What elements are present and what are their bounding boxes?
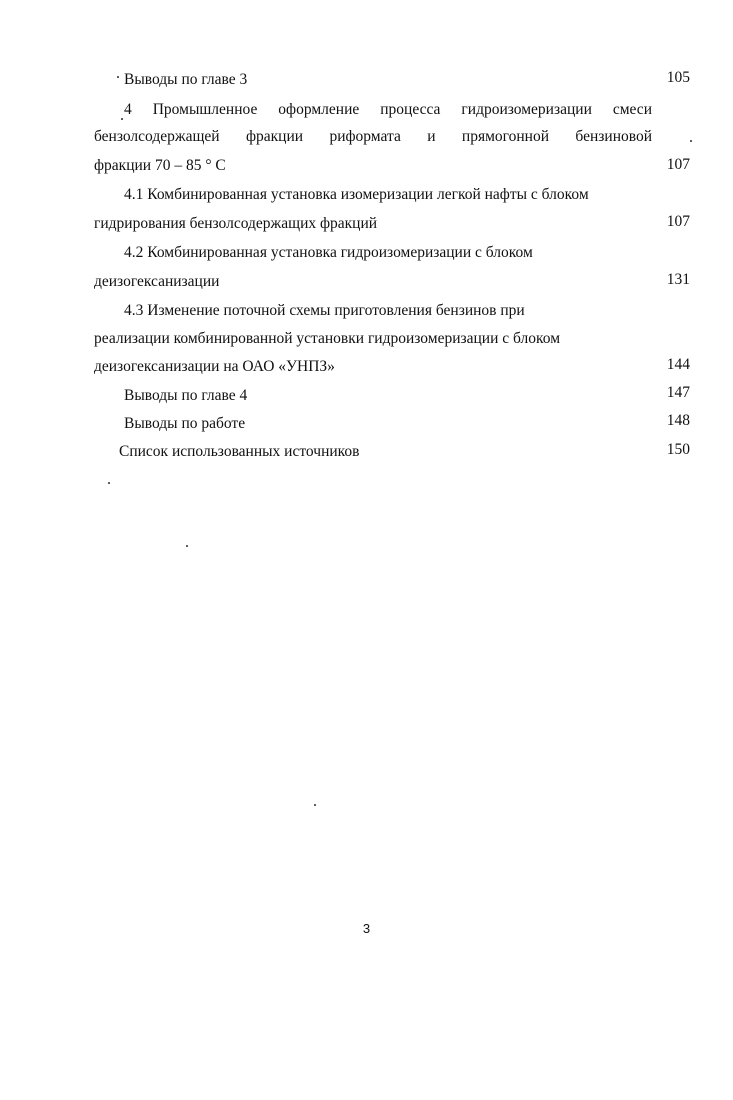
toc-entry-title-line: реализации комбинированной установки гидроизомеризации с блоком <box>94 330 561 347</box>
page-number: 3 <box>362 921 371 936</box>
toc-entry-page: 107 <box>666 156 690 173</box>
toc-entry-title: Выводы по работе <box>124 415 246 432</box>
scan-speck <box>117 76 119 78</box>
scan-speck <box>121 118 123 120</box>
toc-entry-title-line: деизогексанизации на ОАО «УНПЗ» <box>94 358 335 375</box>
scan-speck <box>108 482 110 484</box>
toc-entry-title-line: фракции 70 – 85 ° С <box>94 157 226 174</box>
toc-entry-title-line: 4.1 Комбинированная установка изомеризации легкой нафты с блоком <box>124 186 589 203</box>
toc-entry-page: 144 <box>666 356 690 373</box>
toc-entry-page: 131 <box>666 271 690 288</box>
toc-entry-title: Выводы по главе 4 <box>124 387 248 404</box>
toc-entry-title: Список использованных источников <box>119 443 360 460</box>
scan-speck <box>314 804 316 806</box>
toc-entry-page: 150 <box>666 441 690 458</box>
toc-entry-page: 147 <box>666 384 690 401</box>
toc-entry-title-line: гидрирования бензолсодержащих фракций <box>94 215 378 232</box>
toc-entry-title-line: бензолсодержащей фракции риформата и прямогонной бензиновой <box>94 128 652 145</box>
scan-speck <box>186 545 188 547</box>
toc-entry-page: 107 <box>666 213 690 230</box>
scan-speck <box>690 140 692 142</box>
toc-entry-title: Выводы по главе 3 <box>124 71 248 88</box>
toc-entry-page: 148 <box>666 412 690 429</box>
toc-entry-page: 105 <box>666 69 690 86</box>
toc-entry-title-line: 4 Промышленное оформление процесса гидроизомеризации смеси <box>124 101 652 118</box>
toc-entry-title-line: 4.3 Изменение поточной схемы приготовления бензинов при <box>124 302 525 319</box>
toc-entry-title-line: 4.2 Комбинированная установка гидроизомеризации с блоком <box>124 244 533 261</box>
toc-entry-title-line: деизогексанизации <box>94 273 220 290</box>
